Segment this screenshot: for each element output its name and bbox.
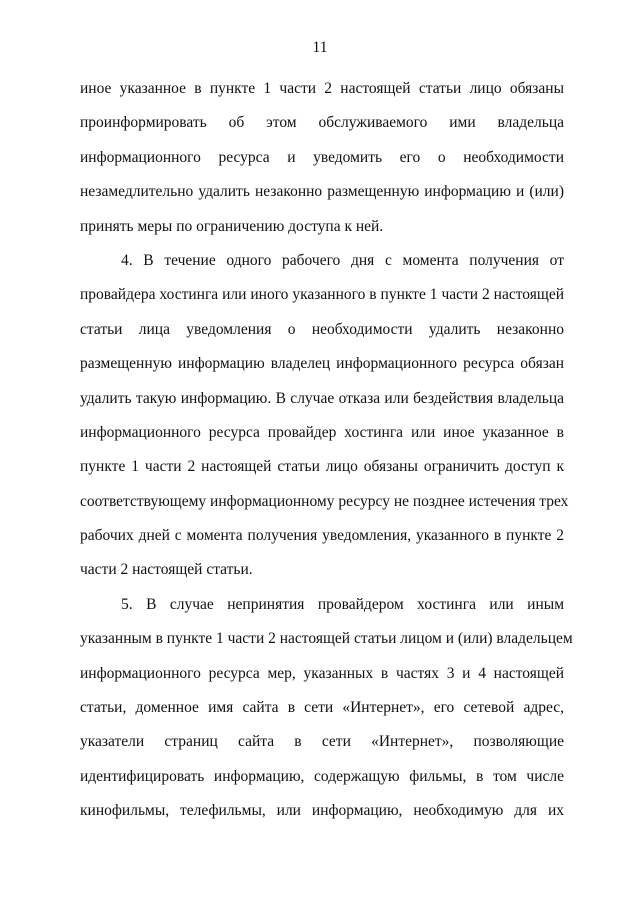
text-line: кинофильмы, телефильмы, или информацию, необходимую для их	[80, 802, 564, 820]
page-number: 11	[312, 39, 328, 56]
text-line: информационного ресурса мер, указанных в частях 3 и 4 настоящей	[80, 664, 564, 682]
document-body	[80, 75, 573, 832]
text-line: указанным в пункте 1 части 2 настоящей статьи лицом и (или) владельцем	[80, 630, 573, 648]
text-line: информационного ресурса и уведомить его о необходимости	[80, 148, 564, 166]
text-line: 4. В течение одного рабочего дня с момента получения от	[121, 251, 564, 269]
text-line: соответствующему информационному ресурсу не позднее истечения трех	[80, 492, 569, 510]
text-line: незамедлительно удалить незаконно размещенную информацию и (или)	[80, 183, 564, 201]
text-line: 5. В случае непринятия провайдером хостинга или иным	[121, 595, 564, 613]
text-line: принять меры по ограничению доступа к ней.	[80, 217, 384, 235]
text-line: рабочих дней с момента получения уведомления, указанного в пункте 2	[80, 527, 564, 545]
paragraph-item-5	[80, 591, 573, 832]
text-line: иное указанное в пункте 1 части 2 настоящей статьи лицо обязаны	[80, 80, 564, 97]
text-line: указатели страниц сайта в сети «Интернет», позволяющие	[80, 733, 564, 751]
text-line: статьи лица уведомления о необходимости удалить незаконно	[80, 320, 564, 338]
text-line: размещенную информацию владелец информационного ресурса обязан	[80, 355, 564, 373]
text-line: идентифицировать информацию, содержащую фильмы, в том числе	[80, 767, 564, 785]
text-line: провайдера хостинга или иного указанного в пункте 1 части 2 настоящей	[80, 286, 564, 304]
paragraph-item-4	[80, 247, 569, 591]
text-line: удалить такую информацию. В случае отказа или бездействия владельца	[80, 389, 564, 407]
text-line: проинформировать об этом обслуживаемого ими владельца	[80, 114, 564, 132]
paragraph-continuation	[80, 75, 564, 247]
text-line: информационного ресурса провайдер хостинга или иное указанное в	[80, 423, 564, 441]
text-line: части 2 настоящей статьи.	[80, 561, 253, 579]
text-line: статьи, доменное имя сайта в сети «Интернет», его сетевой адрес,	[80, 699, 564, 717]
text-line: пункте 1 части 2 настоящей статьи лицо обязаны ограничить доступ к	[80, 458, 564, 476]
